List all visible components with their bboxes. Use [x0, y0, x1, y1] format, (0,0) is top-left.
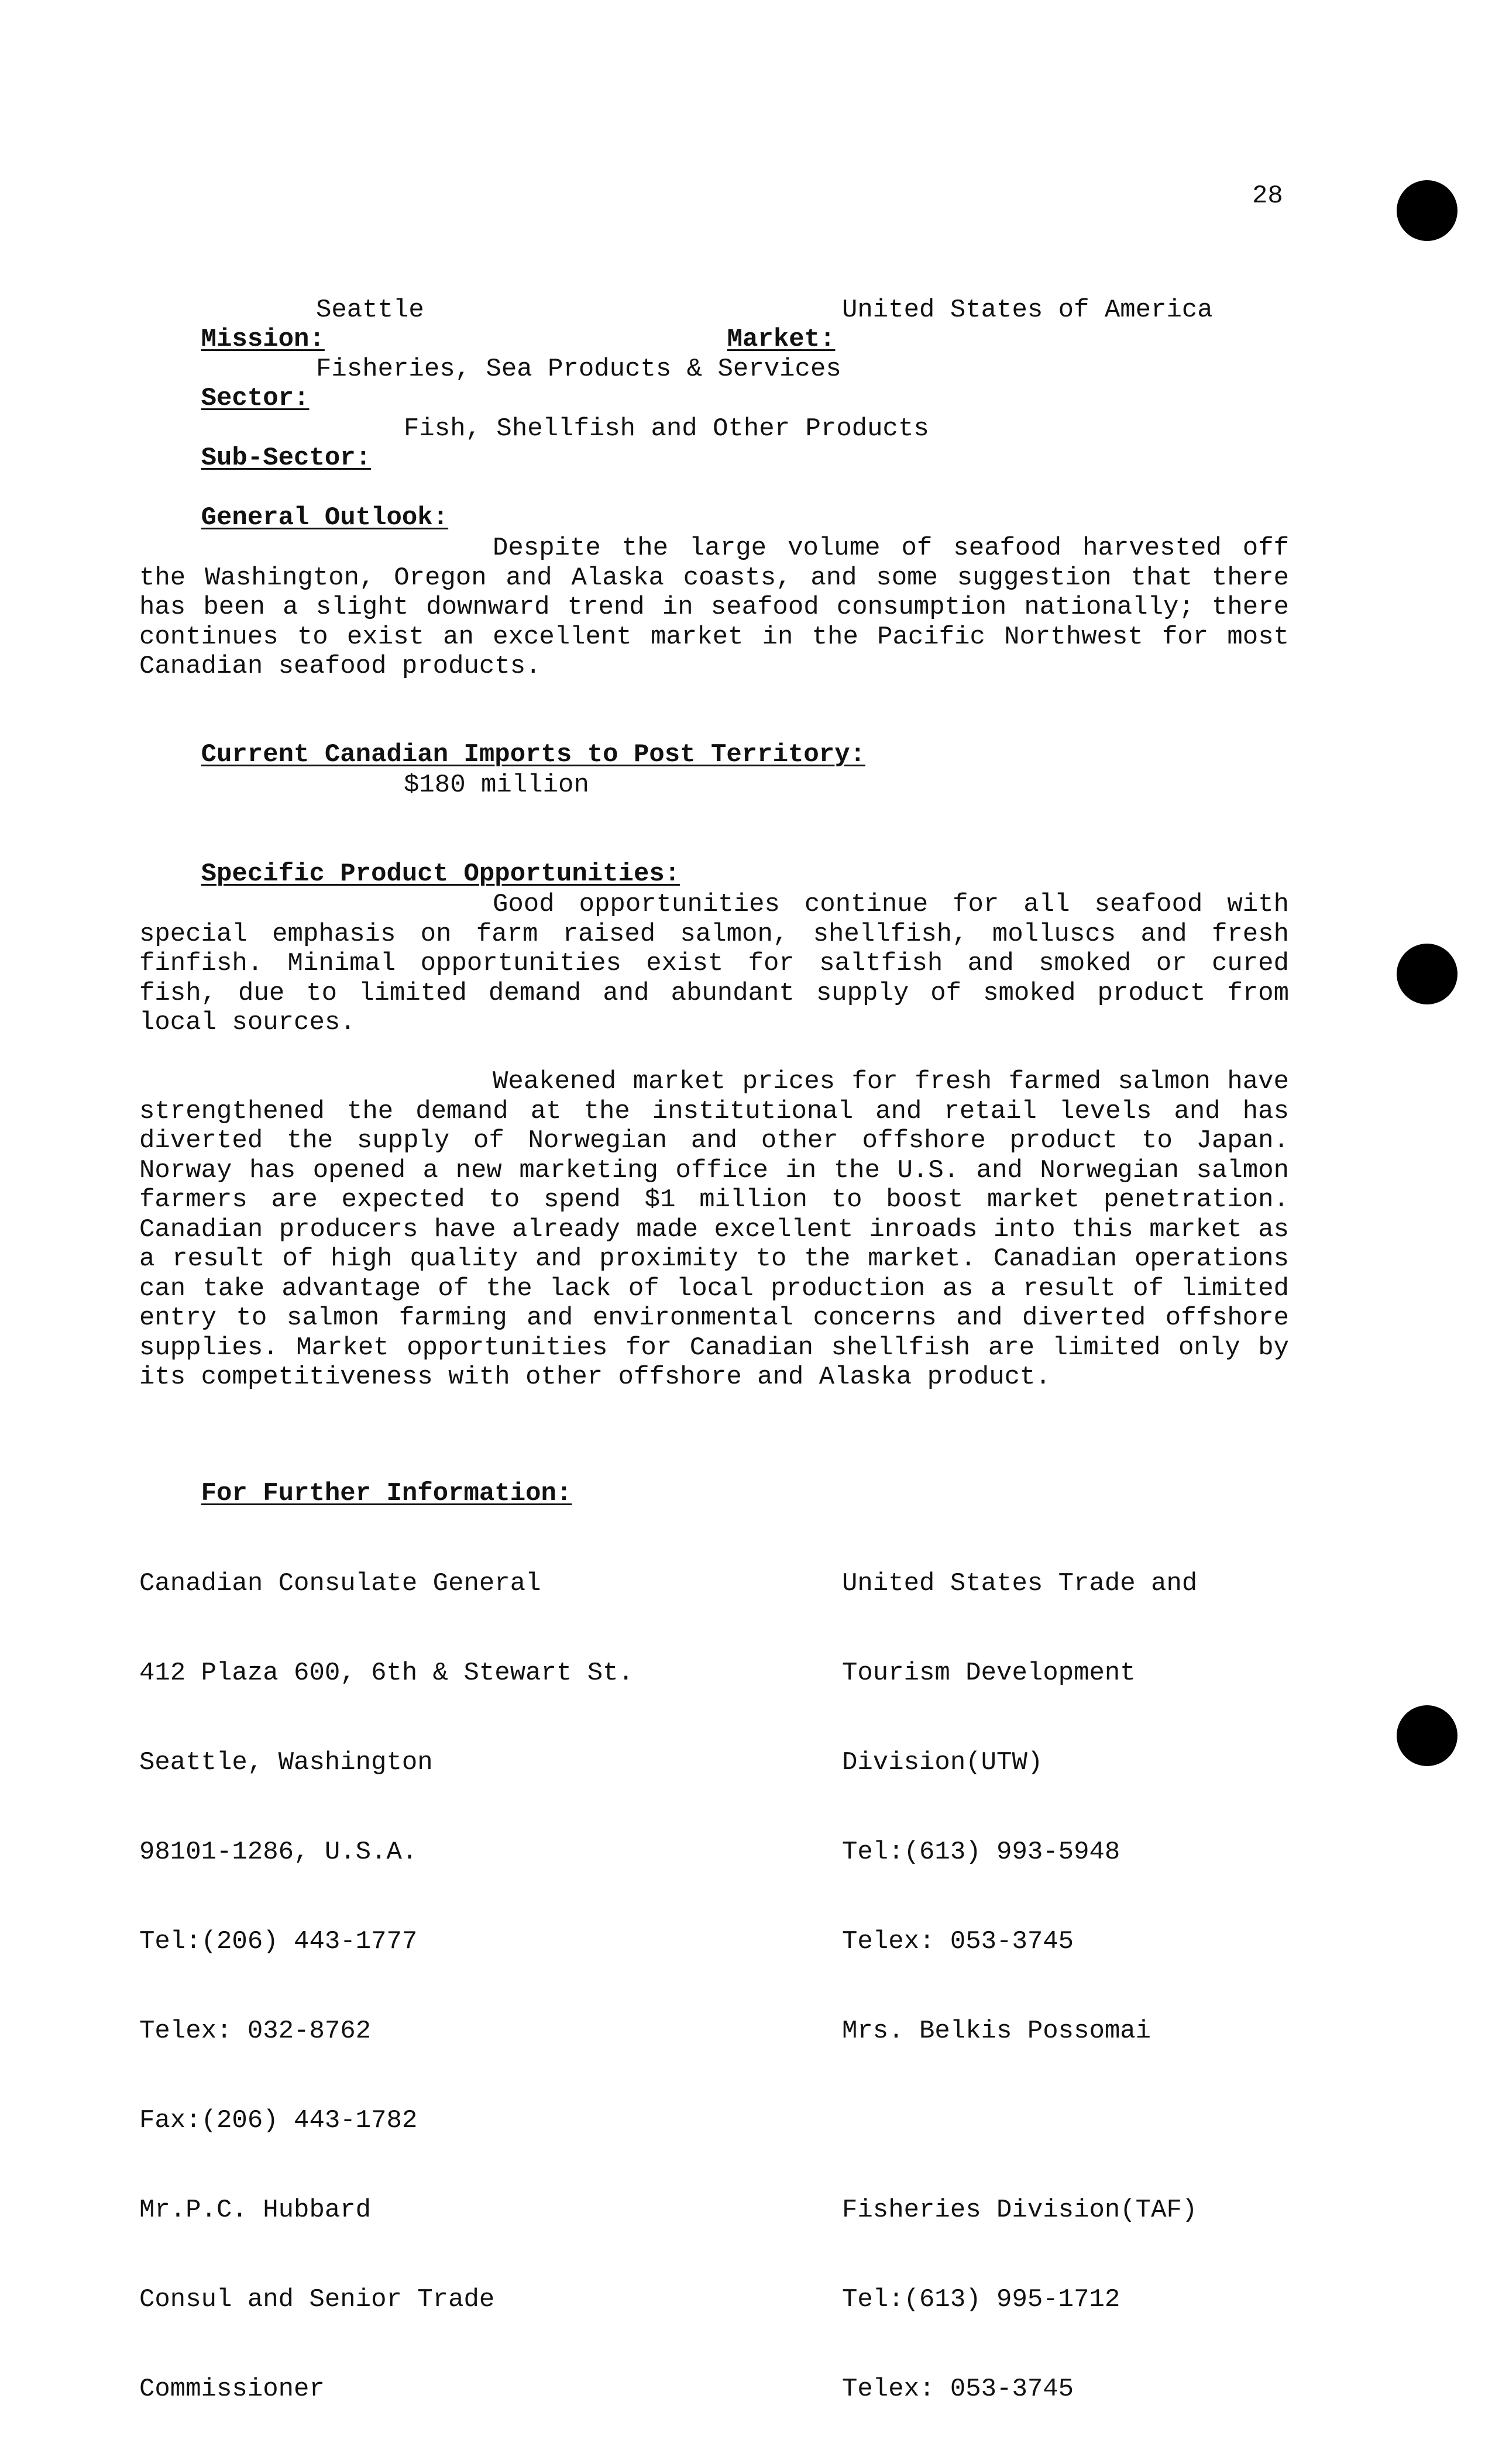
- contact-line: Telex: 053-3745: [842, 2374, 1074, 2404]
- page-number: 28: [1252, 181, 1283, 211]
- opportunities-paragraph-1: Good opportunities continue for all seafood with special emphasis on farm raised salmon, shellfish, molluscs and fresh finfish. Minimal opportunities exist for saltfish and smoked or cured fish, due to limited demand and abundant supply of smoked product from local sources.: [139, 890, 1289, 1037]
- contact-line: Telex: 032-8762: [139, 2016, 372, 2046]
- punch-hole-bottom: [1397, 1705, 1458, 1766]
- opportunities-heading: Specific Product Opportunities:: [201, 859, 680, 889]
- punch-hole-top: [1397, 180, 1458, 241]
- contact-line: [842, 2106, 1197, 2136]
- subsector-label: Sub-Sector:: [201, 443, 372, 473]
- contact-line: Mr.P.C. Hubbard: [139, 2195, 372, 2225]
- contact-line: Fax:(206) 443-1782: [139, 2106, 418, 2135]
- contact-line: Mrs. Belkis Possomai: [842, 2016, 1151, 2046]
- general-outlook-heading: General Outlook:: [201, 503, 449, 532]
- general-outlook-text: Despite the large volume of seafood harvested off the Washington, Oregon and Alaska coasts, and some suggestion that there has been a slight downward trend in seafood consumption nationally; there continues to exist an excellent market in the Pacific Northwest for most Canadian seafood products.: [139, 534, 1289, 681]
- punch-hole-middle: [1397, 944, 1458, 1004]
- imports-value: $180 million: [404, 770, 589, 800]
- sector-value: Fisheries, Sea Products & Services: [316, 355, 841, 384]
- division-contact-block: [842, 1509, 1197, 2464]
- sector-label: Sector:: [201, 384, 310, 413]
- contact-line: Commissioner: [139, 2374, 325, 2404]
- contact-line: Tel:(613) 993-5948: [842, 1837, 1120, 1867]
- contact-line: Tourism Development: [842, 1658, 1136, 1688]
- contact-line: Consul and Senior Trade: [139, 2285, 495, 2314]
- contact-line: Division(UTW): [842, 1748, 1043, 1777]
- further-info-heading: For Further Information:: [201, 1479, 572, 1508]
- imports-heading: Current Canadian Imports to Post Territory:: [201, 740, 866, 769]
- contact-line: Telex: 053-3745: [842, 1927, 1074, 1956]
- market-label: Market:: [727, 325, 836, 354]
- mission-label: Mission:: [201, 325, 325, 354]
- contact-line: United States Trade and: [842, 1569, 1198, 1598]
- contact-line: Fisheries Division(TAF): [842, 2195, 1198, 2225]
- market-value: United States of America: [842, 295, 1213, 325]
- contact-line: Tel:(613) 995-1712: [842, 2285, 1120, 2314]
- mission-value: Seattle: [316, 295, 424, 325]
- opportunities-paragraph-2: Weakened market prices for fresh farmed salmon have strengthened the demand at the institutional and retail levels and has diverted the supply of Norwegian and other offshore product to Japan. Norway has opened a new marketing office in the U.S. and Norwegian salmon farmers are expected to spend $1 million to boost market penetration. Canadian producers have already made excellent inroads into this market as a result of high quality and proximity to the market. Canadian operations can take advantage of the lack of local production as a result of limited entry to salmon farming and environmental concerns and diverted offshore supplies. Market opportunities for Canadian shellfish are limited only by its competitiveness with other offshore and Alaska product.: [139, 1067, 1289, 1392]
- contact-line: 412 Plaza 600, 6th & Stewart St.: [139, 1658, 634, 1688]
- subsector-value: Fish, Shellfish and Other Products: [404, 414, 929, 443]
- contact-line: 98101-1286, U.S.A.: [139, 1837, 418, 1867]
- contact-line: Tel:(206) 443-1777: [139, 1927, 418, 1956]
- consulate-contact-block: [139, 1509, 634, 2464]
- contact-line: Canadian Consulate General: [139, 1569, 541, 1598]
- contact-line: Seattle, Washington: [139, 1748, 433, 1777]
